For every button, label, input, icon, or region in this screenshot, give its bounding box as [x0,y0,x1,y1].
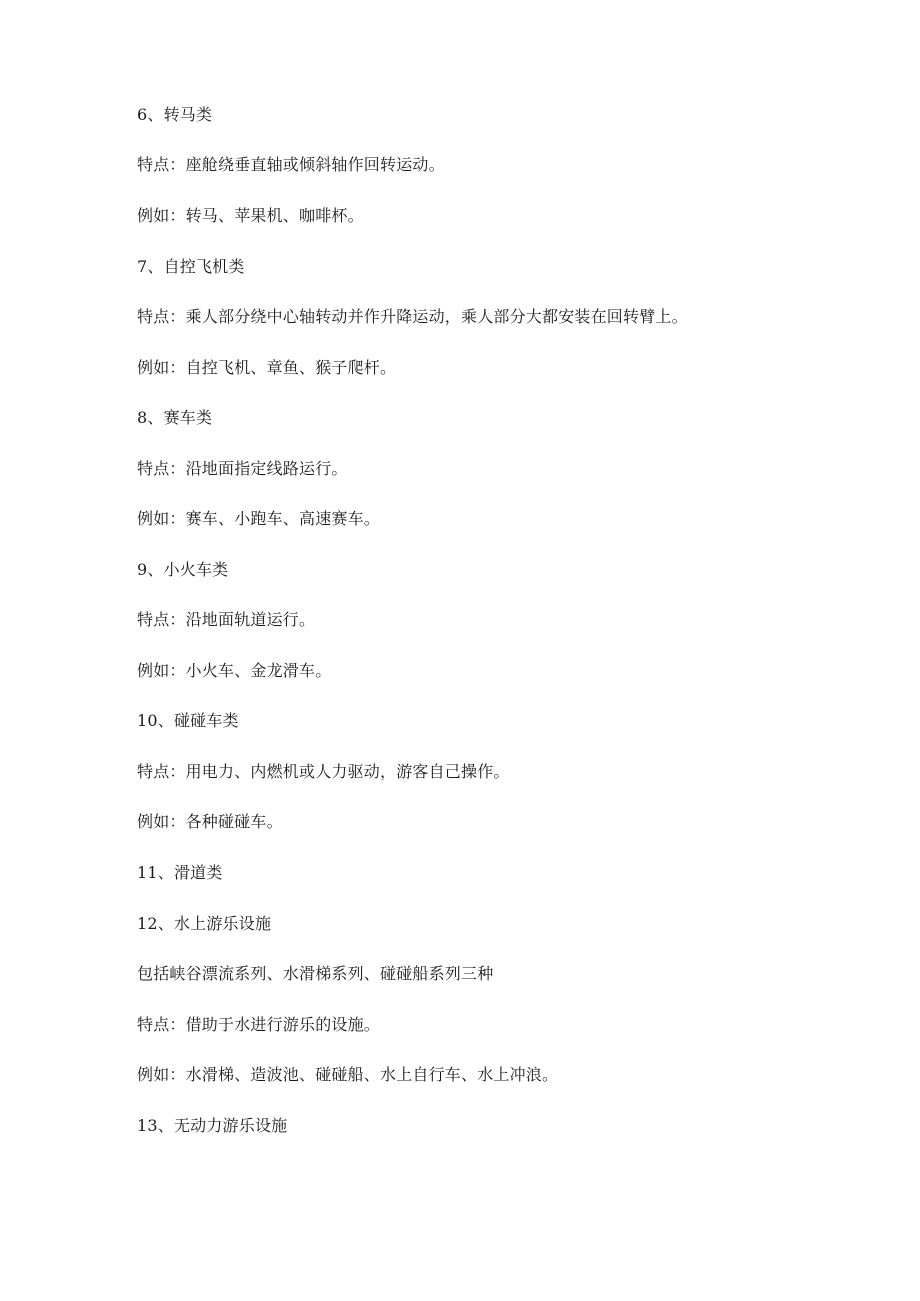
example-text: 例如：转马、苹果机、咖啡杯。 [137,206,364,225]
example-text: 例如：各种碰碰车。 [137,812,283,831]
feature-text: 特点：座舱绕垂直轴或倾斜轴作回转运动。 [137,155,445,174]
example-text: 例如：小火车、金龙滑车。 [137,661,332,680]
example-text: 例如：自控飞机、章鱼、猴子爬杆。 [137,358,397,377]
feature-text: 特点：沿地面轨道运行。 [137,610,316,629]
section-heading: 8、赛车类 [137,408,213,427]
example-text: 例如：水滑梯、造波池、碰碰船、水上自行车、水上冲浪。 [137,1065,559,1084]
feature-text: 特点：借助于水进行游乐的设施。 [137,1015,381,1034]
example-text: 例如：赛车、小跑车、高速赛车。 [137,509,381,528]
feature-text: 特点：沿地面指定线路运行。 [137,459,348,478]
section-heading: 9、小火车类 [137,560,229,579]
section-heading: 12、水上游乐设施 [137,914,272,933]
section-heading: 13、无动力游乐设施 [137,1116,288,1135]
section-heading: 11、滑道类 [137,863,223,882]
section-heading: 6、转马类 [137,105,213,124]
section-heading: 7、自控飞机类 [137,257,245,276]
feature-text: 特点：乘人部分绕中心轴转动并作升降运动，乘人部分大都安装在回转臂上。 [137,307,688,326]
feature-text: 特点：用电力、内燃机或人力驱动，游客自己操作。 [137,762,510,781]
section-heading: 10、碰碰车类 [137,711,239,730]
body-text: 包括峡谷漂流系列、水滑梯系列、碰碰船系列三种 [137,964,494,983]
